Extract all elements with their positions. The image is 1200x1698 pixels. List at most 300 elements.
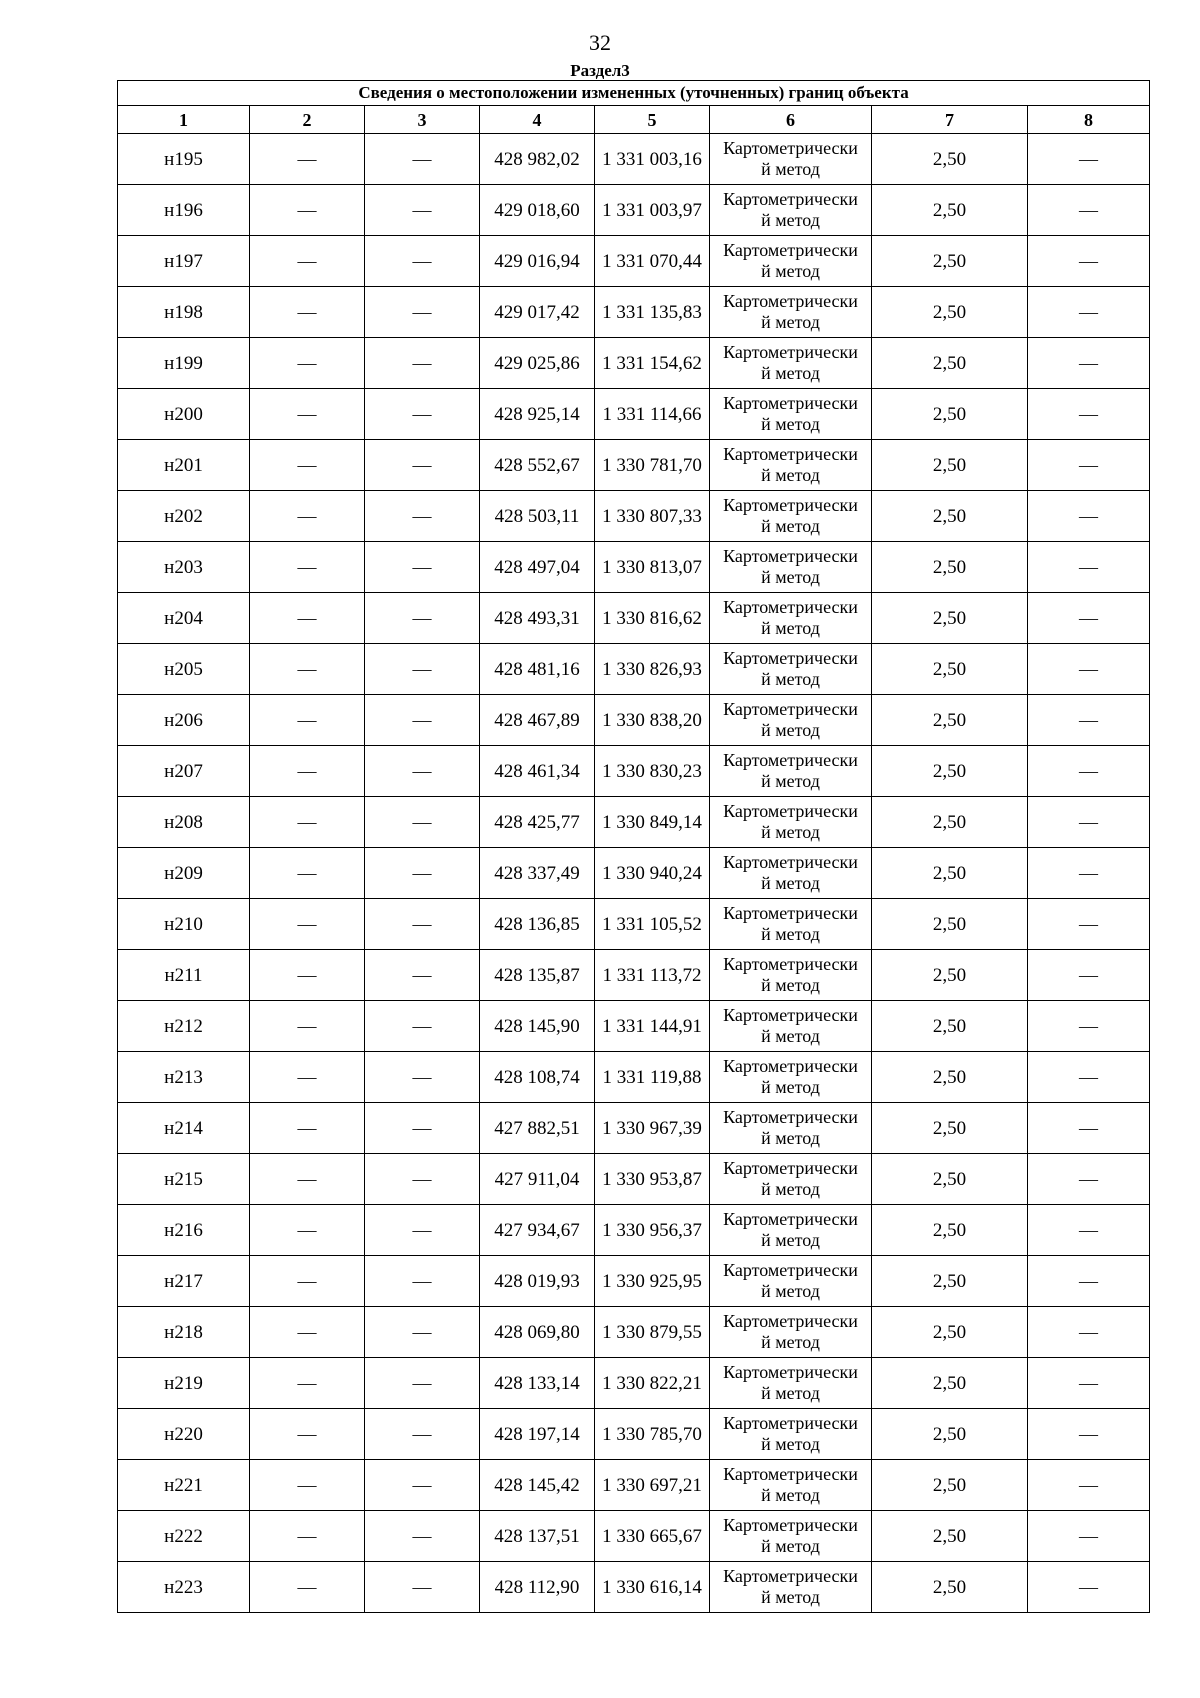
empty-cell: — (1028, 1562, 1150, 1613)
empty-cell: — (250, 1205, 365, 1256)
method-line: й метод (761, 924, 820, 944)
method-line: Картометрически (723, 291, 858, 311)
table-caption-row (118, 81, 1150, 106)
coordinate-y-cell: 1 330 838,20 (595, 695, 710, 746)
coordinate-x-cell: 429 017,42 (480, 287, 595, 338)
empty-cell: — (1028, 593, 1150, 644)
coordinate-x-cell: 428 493,31 (480, 593, 595, 644)
empty-cell: — (250, 185, 365, 236)
method-line: Картометрически (723, 1056, 858, 1076)
empty-cell: — (1028, 236, 1150, 287)
coordinate-x-cell: 428 133,14 (480, 1358, 595, 1409)
table-row (118, 1358, 1150, 1409)
accuracy-cell: 2,50 (872, 1562, 1028, 1613)
coordinate-x-cell: 428 019,93 (480, 1256, 595, 1307)
point-id-cell: н210 (118, 899, 250, 950)
method-line: й метод (761, 720, 820, 740)
method-cell (710, 338, 872, 389)
method-line: Картометрически (723, 699, 858, 719)
empty-cell: — (250, 389, 365, 440)
empty-cell: — (365, 644, 480, 695)
point-id-cell: н212 (118, 1001, 250, 1052)
method-line: й метод (761, 1026, 820, 1046)
point-id-cell: н199 (118, 338, 250, 389)
method-line: й метод (761, 567, 820, 587)
method-line: й метод (761, 261, 820, 281)
empty-cell: — (250, 1409, 365, 1460)
coordinate-y-cell: 1 330 781,70 (595, 440, 710, 491)
table-row (118, 1001, 1150, 1052)
method-cell (710, 1001, 872, 1052)
table-row (118, 797, 1150, 848)
table-row (118, 389, 1150, 440)
coordinate-y-cell: 1 330 940,24 (595, 848, 710, 899)
method-cell (710, 746, 872, 797)
coordinate-y-cell: 1 330 830,23 (595, 746, 710, 797)
coordinate-x-cell: 428 552,67 (480, 440, 595, 491)
method-cell (710, 848, 872, 899)
point-id-cell: н207 (118, 746, 250, 797)
method-cell (710, 899, 872, 950)
accuracy-cell: 2,50 (872, 287, 1028, 338)
empty-cell: — (250, 1001, 365, 1052)
coordinate-y-cell: 1 330 953,87 (595, 1154, 710, 1205)
table-row (118, 1052, 1150, 1103)
empty-cell: — (365, 1154, 480, 1205)
method-line: Картометрически (723, 903, 858, 923)
empty-cell: — (250, 1052, 365, 1103)
method-line: й метод (761, 1383, 820, 1403)
table-row (118, 848, 1150, 899)
coordinate-y-cell: 1 331 119,88 (595, 1052, 710, 1103)
empty-cell: — (365, 1256, 480, 1307)
empty-cell: — (250, 542, 365, 593)
point-id-cell: н196 (118, 185, 250, 236)
point-id-cell: н198 (118, 287, 250, 338)
point-id-cell: н202 (118, 491, 250, 542)
table-row (118, 440, 1150, 491)
coordinate-x-cell: 428 425,77 (480, 797, 595, 848)
method-line: Картометрически (723, 597, 858, 617)
point-id-cell: н213 (118, 1052, 250, 1103)
method-line: Картометрически (723, 138, 858, 158)
method-line: й метод (761, 1536, 820, 1556)
table-row (118, 1256, 1150, 1307)
empty-cell: — (250, 1511, 365, 1562)
empty-cell: — (250, 440, 365, 491)
empty-cell: — (365, 389, 480, 440)
empty-cell: — (250, 1256, 365, 1307)
empty-cell: — (250, 491, 365, 542)
method-line: й метод (761, 1179, 820, 1199)
point-id-cell: н205 (118, 644, 250, 695)
coordinate-y-cell: 1 331 113,72 (595, 950, 710, 1001)
method-line: Картометрически (723, 444, 858, 464)
coordinate-y-cell: 1 330 665,67 (595, 1511, 710, 1562)
method-cell (710, 1154, 872, 1205)
empty-cell: — (250, 848, 365, 899)
column-header: 3 (365, 106, 480, 134)
coordinate-x-cell: 428 467,89 (480, 695, 595, 746)
coordinate-y-cell: 1 330 925,95 (595, 1256, 710, 1307)
empty-cell: — (365, 440, 480, 491)
empty-cell: — (1028, 797, 1150, 848)
column-header: 6 (710, 106, 872, 134)
accuracy-cell: 2,50 (872, 1511, 1028, 1562)
table-row (118, 593, 1150, 644)
accuracy-cell: 2,50 (872, 1307, 1028, 1358)
coordinate-y-cell: 1 331 070,44 (595, 236, 710, 287)
empty-cell: — (365, 848, 480, 899)
method-cell (710, 1511, 872, 1562)
accuracy-cell: 2,50 (872, 593, 1028, 644)
accuracy-cell: 2,50 (872, 236, 1028, 287)
coordinate-x-cell: 428 112,90 (480, 1562, 595, 1613)
coordinate-x-cell: 428 145,42 (480, 1460, 595, 1511)
empty-cell: — (365, 1103, 480, 1154)
method-cell (710, 1409, 872, 1460)
accuracy-cell: 2,50 (872, 1358, 1028, 1409)
method-line: Картометрически (723, 1362, 858, 1382)
empty-cell: — (365, 1562, 480, 1613)
accuracy-cell: 2,50 (872, 134, 1028, 185)
coordinate-x-cell: 427 882,51 (480, 1103, 595, 1154)
empty-cell: — (365, 1358, 480, 1409)
point-id-cell: н214 (118, 1103, 250, 1154)
coordinate-y-cell: 1 331 154,62 (595, 338, 710, 389)
empty-cell: — (250, 1103, 365, 1154)
coordinate-x-cell: 428 337,49 (480, 848, 595, 899)
empty-cell: — (1028, 389, 1150, 440)
point-id-cell: н218 (118, 1307, 250, 1358)
empty-cell: — (1028, 1307, 1150, 1358)
coordinate-y-cell: 1 331 135,83 (595, 287, 710, 338)
method-line: Картометрически (723, 801, 858, 821)
accuracy-cell: 2,50 (872, 1409, 1028, 1460)
coordinate-y-cell: 1 331 003,16 (595, 134, 710, 185)
table-header-row (118, 106, 1150, 134)
method-cell (710, 440, 872, 491)
point-id-cell: н200 (118, 389, 250, 440)
coordinate-y-cell: 1 330 849,14 (595, 797, 710, 848)
accuracy-cell: 2,50 (872, 1103, 1028, 1154)
coordinate-x-cell: 428 481,16 (480, 644, 595, 695)
empty-cell: — (250, 134, 365, 185)
empty-cell: — (1028, 1511, 1150, 1562)
page-number: 32 (589, 30, 611, 55)
table-row (118, 950, 1150, 1001)
empty-cell: — (365, 1460, 480, 1511)
method-line: Картометрически (723, 1311, 858, 1331)
coordinate-x-cell: 427 911,04 (480, 1154, 595, 1205)
method-line: й метод (761, 210, 820, 230)
point-id-cell: н201 (118, 440, 250, 491)
accuracy-cell: 2,50 (872, 950, 1028, 1001)
method-line: Картометрически (723, 954, 858, 974)
method-line: й метод (761, 1281, 820, 1301)
accuracy-cell: 2,50 (872, 1052, 1028, 1103)
method-line: Картометрически (723, 1515, 858, 1535)
accuracy-cell: 2,50 (872, 542, 1028, 593)
method-cell (710, 1103, 872, 1154)
point-id-cell: н203 (118, 542, 250, 593)
coordinate-y-cell: 1 330 816,62 (595, 593, 710, 644)
table-row (118, 338, 1150, 389)
coordinate-y-cell: 1 330 785,70 (595, 1409, 710, 1460)
empty-cell: — (250, 1562, 365, 1613)
empty-cell: — (1028, 185, 1150, 236)
coordinate-y-cell: 1 330 813,07 (595, 542, 710, 593)
method-line: й метод (761, 159, 820, 179)
method-line: Картометрически (723, 240, 858, 260)
method-cell (710, 542, 872, 593)
empty-cell: — (250, 287, 365, 338)
coordinate-x-cell: 428 069,80 (480, 1307, 595, 1358)
coordinate-x-cell: 428 925,14 (480, 389, 595, 440)
empty-cell: — (250, 338, 365, 389)
point-id-cell: н222 (118, 1511, 250, 1562)
coordinate-x-cell: 428 135,87 (480, 950, 595, 1001)
method-line: й метод (761, 771, 820, 791)
method-cell (710, 1205, 872, 1256)
method-line: Картометрически (723, 1566, 858, 1586)
coordinate-y-cell: 1 330 956,37 (595, 1205, 710, 1256)
accuracy-cell: 2,50 (872, 1154, 1028, 1205)
coordinate-y-cell: 1 330 697,21 (595, 1460, 710, 1511)
method-line: Картометрически (723, 1005, 858, 1025)
table-row (118, 746, 1150, 797)
empty-cell: — (1028, 1052, 1150, 1103)
empty-cell: — (365, 236, 480, 287)
empty-cell: — (365, 134, 480, 185)
table-row (118, 236, 1150, 287)
empty-cell: — (250, 797, 365, 848)
empty-cell: — (365, 899, 480, 950)
point-id-cell: н216 (118, 1205, 250, 1256)
method-cell (710, 1052, 872, 1103)
empty-cell: — (365, 542, 480, 593)
table-row (118, 134, 1150, 185)
method-cell (710, 593, 872, 644)
empty-cell: — (365, 1052, 480, 1103)
method-cell (710, 185, 872, 236)
point-id-cell: н209 (118, 848, 250, 899)
empty-cell: — (1028, 899, 1150, 950)
method-cell (710, 1307, 872, 1358)
table-row (118, 644, 1150, 695)
coordinate-y-cell: 1 330 822,21 (595, 1358, 710, 1409)
empty-cell: — (1028, 950, 1150, 1001)
empty-cell: — (1028, 1103, 1150, 1154)
table-row (118, 185, 1150, 236)
accuracy-cell: 2,50 (872, 1460, 1028, 1511)
method-line: Картометрически (723, 1260, 858, 1280)
empty-cell: — (1028, 695, 1150, 746)
empty-cell: — (250, 695, 365, 746)
coordinate-x-cell: 428 108,74 (480, 1052, 595, 1103)
table-row (118, 1409, 1150, 1460)
empty-cell: — (1028, 287, 1150, 338)
method-line: й метод (761, 1332, 820, 1352)
accuracy-cell: 2,50 (872, 797, 1028, 848)
method-line: Картометрически (723, 342, 858, 362)
coordinate-x-cell: 428 136,85 (480, 899, 595, 950)
method-cell (710, 1460, 872, 1511)
method-line: Картометрически (723, 1413, 858, 1433)
method-line: й метод (761, 618, 820, 638)
coordinate-x-cell: 428 982,02 (480, 134, 595, 185)
method-line: Картометрически (723, 189, 858, 209)
coordinate-x-cell: 428 137,51 (480, 1511, 595, 1562)
empty-cell: — (365, 797, 480, 848)
coordinate-y-cell: 1 330 967,39 (595, 1103, 710, 1154)
accuracy-cell: 2,50 (872, 389, 1028, 440)
method-cell (710, 797, 872, 848)
method-line: Картометрически (723, 546, 858, 566)
empty-cell: — (250, 593, 365, 644)
method-line: Картометрически (723, 1464, 858, 1484)
method-cell (710, 287, 872, 338)
method-cell (710, 491, 872, 542)
method-cell (710, 1358, 872, 1409)
empty-cell: — (1028, 746, 1150, 797)
point-id-cell: н195 (118, 134, 250, 185)
table-row (118, 1103, 1150, 1154)
coordinate-x-cell: 428 197,14 (480, 1409, 595, 1460)
empty-cell: — (365, 746, 480, 797)
empty-cell: — (365, 695, 480, 746)
empty-cell: — (250, 1358, 365, 1409)
accuracy-cell: 2,50 (872, 848, 1028, 899)
empty-cell: — (250, 746, 365, 797)
accuracy-cell: 2,50 (872, 491, 1028, 542)
point-id-cell: н221 (118, 1460, 250, 1511)
accuracy-cell: 2,50 (872, 338, 1028, 389)
empty-cell: — (1028, 1409, 1150, 1460)
empty-cell: — (365, 287, 480, 338)
method-line: й метод (761, 873, 820, 893)
table-row (118, 1154, 1150, 1205)
method-line: й метод (761, 1077, 820, 1097)
method-line: й метод (761, 1587, 820, 1607)
column-header: 2 (250, 106, 365, 134)
accuracy-cell: 2,50 (872, 1001, 1028, 1052)
point-id-cell: н219 (118, 1358, 250, 1409)
coordinate-y-cell: 1 330 826,93 (595, 644, 710, 695)
empty-cell: — (365, 593, 480, 644)
empty-cell: — (365, 1409, 480, 1460)
coordinate-x-cell: 428 497,04 (480, 542, 595, 593)
table-row (118, 1511, 1150, 1562)
empty-cell: — (250, 236, 365, 287)
column-header: 4 (480, 106, 595, 134)
table-row (118, 695, 1150, 746)
coordinate-x-cell: 427 934,67 (480, 1205, 595, 1256)
empty-cell: — (1028, 1460, 1150, 1511)
table-row (118, 1205, 1150, 1256)
coordinate-x-cell: 428 145,90 (480, 1001, 595, 1052)
method-line: й метод (761, 822, 820, 842)
method-cell (710, 950, 872, 1001)
method-line: й метод (761, 975, 820, 995)
column-header: 1 (118, 106, 250, 134)
method-cell (710, 644, 872, 695)
accuracy-cell: 2,50 (872, 695, 1028, 746)
empty-cell: — (1028, 542, 1150, 593)
accuracy-cell: 2,50 (872, 899, 1028, 950)
coordinate-x-cell: 428 503,11 (480, 491, 595, 542)
empty-cell: — (1028, 1001, 1150, 1052)
empty-cell: — (1028, 1358, 1150, 1409)
empty-cell: — (1028, 134, 1150, 185)
method-line: й метод (761, 414, 820, 434)
empty-cell: — (250, 1154, 365, 1205)
method-cell (710, 1562, 872, 1613)
accuracy-cell: 2,50 (872, 440, 1028, 491)
method-cell (710, 389, 872, 440)
accuracy-cell: 2,50 (872, 1205, 1028, 1256)
empty-cell: — (250, 644, 365, 695)
table-row (118, 899, 1150, 950)
point-id-cell: н197 (118, 236, 250, 287)
coordinate-x-cell: 428 461,34 (480, 746, 595, 797)
table-caption: Сведения о местоположении измененных (уточненных) границ объекта (118, 81, 1150, 106)
method-line: Картометрически (723, 495, 858, 515)
empty-cell: — (1028, 338, 1150, 389)
empty-cell: — (365, 1001, 480, 1052)
accuracy-cell: 2,50 (872, 185, 1028, 236)
section-title: Раздел3 (570, 61, 630, 80)
method-line: й метод (761, 516, 820, 536)
point-id-cell: н204 (118, 593, 250, 644)
empty-cell: — (365, 185, 480, 236)
table-row (118, 1562, 1150, 1613)
point-id-cell: н211 (118, 950, 250, 1001)
point-id-cell: н215 (118, 1154, 250, 1205)
coordinate-y-cell: 1 331 105,52 (595, 899, 710, 950)
method-line: Картометрически (723, 1209, 858, 1229)
method-line: Картометрически (723, 750, 858, 770)
coordinate-y-cell: 1 331 114,66 (595, 389, 710, 440)
empty-cell: — (365, 950, 480, 1001)
column-header: 8 (1028, 106, 1150, 134)
method-line: й метод (761, 465, 820, 485)
method-line: й метод (761, 669, 820, 689)
empty-cell: — (250, 1460, 365, 1511)
point-id-cell: н208 (118, 797, 250, 848)
accuracy-cell: 2,50 (872, 1256, 1028, 1307)
column-header: 5 (595, 106, 710, 134)
table-body (118, 134, 1150, 1613)
method-cell (710, 134, 872, 185)
empty-cell: — (1028, 644, 1150, 695)
method-line: й метод (761, 1434, 820, 1454)
table-row (118, 542, 1150, 593)
empty-cell: — (250, 899, 365, 950)
accuracy-cell: 2,50 (872, 746, 1028, 797)
method-line: Картометрически (723, 1158, 858, 1178)
point-id-cell: н206 (118, 695, 250, 746)
empty-cell: — (365, 1307, 480, 1358)
column-header: 7 (872, 106, 1028, 134)
table-row (118, 491, 1150, 542)
method-cell (710, 236, 872, 287)
coordinate-y-cell: 1 330 616,14 (595, 1562, 710, 1613)
method-line: й метод (761, 1230, 820, 1250)
empty-cell: — (1028, 848, 1150, 899)
accuracy-cell: 2,50 (872, 644, 1028, 695)
point-id-cell: н223 (118, 1562, 250, 1613)
